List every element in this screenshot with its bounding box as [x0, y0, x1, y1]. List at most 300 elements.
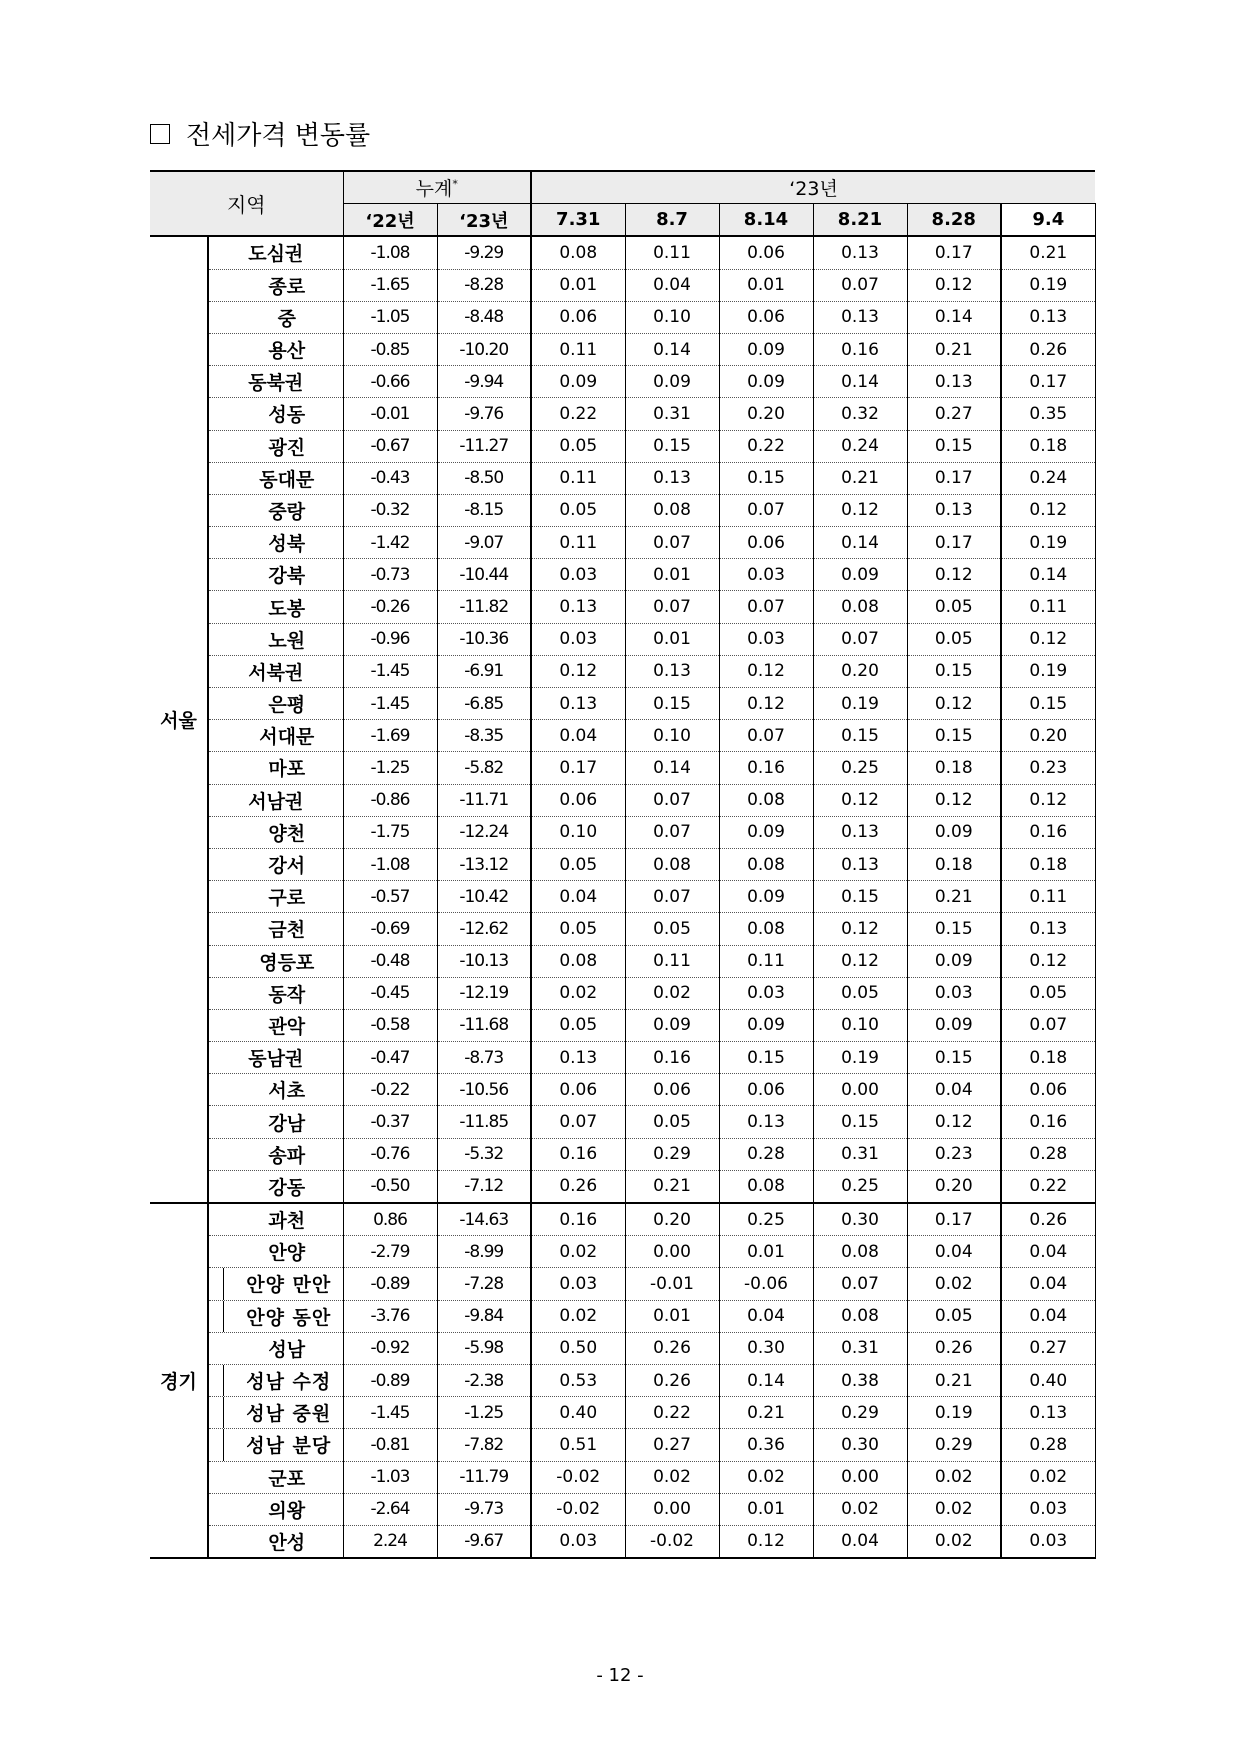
table-row — [150, 913, 1095, 945]
table-row — [150, 462, 1095, 494]
table-cell: -0.45 — [343, 977, 437, 1009]
table-cell: 0.12 — [907, 784, 1001, 816]
table-cell: 0.29 — [813, 1397, 907, 1429]
table-cell: 0.21 — [907, 1364, 1001, 1396]
table-cell: 0.06 — [531, 301, 625, 333]
table-cell: 0.04 — [1001, 1268, 1095, 1300]
table-cell: 0.11 — [719, 945, 813, 977]
district-name: 안양 — [208, 1236, 343, 1268]
table-cell: 0.14 — [625, 752, 719, 784]
table-cell: 0.04 — [813, 1525, 907, 1558]
table-cell: 0.04 — [625, 269, 719, 301]
table-cell: -7.28 — [437, 1268, 531, 1300]
table-cell: 0.07 — [719, 591, 813, 623]
table-cell: 0.14 — [625, 333, 719, 365]
table-cell: 0.07 — [625, 816, 719, 848]
table-cell: -0.43 — [343, 462, 437, 494]
table-cell: 0.01 — [531, 269, 625, 301]
table-cell: 0.12 — [907, 269, 1001, 301]
table-cell: 0.23 — [1001, 752, 1095, 784]
table-cell: 0.02 — [1001, 1461, 1095, 1493]
table-cell: 0.04 — [907, 1074, 1001, 1106]
header-week-0821: 8.21 — [813, 204, 907, 237]
table-cell: 0.04 — [907, 1236, 1001, 1268]
table-cell: -10.36 — [437, 623, 531, 655]
table-cell: 0.02 — [531, 1236, 625, 1268]
table-cell: 0.00 — [813, 1461, 907, 1493]
table-cell: 0.05 — [531, 913, 625, 945]
table-cell: 0.18 — [1001, 848, 1095, 880]
district-name: 안양 만안 — [208, 1268, 343, 1300]
table-cell: -1.25 — [343, 752, 437, 784]
table-row — [150, 1138, 1095, 1170]
table-cell: 0.15 — [719, 462, 813, 494]
table-cell: 0.21 — [1001, 236, 1095, 269]
table-row — [150, 1042, 1095, 1074]
table-cell: -11.68 — [437, 1009, 531, 1041]
table-row — [150, 816, 1095, 848]
table-cell: -0.48 — [343, 945, 437, 977]
table-cell: 0.24 — [1001, 462, 1095, 494]
table-cell: 0.02 — [813, 1493, 907, 1525]
table-cell: 0.15 — [813, 1106, 907, 1138]
table-cell: 0.01 — [625, 559, 719, 591]
table-cell: -2.64 — [343, 1493, 437, 1525]
table-cell: -12.24 — [437, 816, 531, 848]
table-row — [150, 784, 1095, 816]
table-cell: 0.12 — [907, 1106, 1001, 1138]
table-cell: 0.29 — [907, 1429, 1001, 1461]
table-cell: 0.21 — [907, 333, 1001, 365]
table-cell: 0.05 — [907, 591, 1001, 623]
header-week-0814: 8.14 — [719, 204, 813, 237]
table-cell: 0.28 — [719, 1138, 813, 1170]
table-cell: -0.50 — [343, 1170, 437, 1203]
table-cell: 0.16 — [625, 1042, 719, 1074]
table-row — [150, 623, 1095, 655]
table-cell: 0.22 — [719, 430, 813, 462]
table-cell: 0.03 — [1001, 1525, 1095, 1558]
page-number: - 12 - — [596, 1665, 644, 1686]
table-cell: 0.02 — [531, 1300, 625, 1332]
table-row — [150, 1236, 1095, 1268]
table-cell: -0.02 — [625, 1525, 719, 1558]
district-name: 성남 수정 — [208, 1364, 343, 1396]
table-cell: 0.05 — [531, 1009, 625, 1041]
table-cell: -5.82 — [437, 752, 531, 784]
table-row — [150, 591, 1095, 623]
table-cell: 0.05 — [1001, 977, 1095, 1009]
table-cell: 0.14 — [813, 527, 907, 559]
table-cell: 0.06 — [719, 1074, 813, 1106]
table-row — [150, 1397, 1095, 1429]
table-row — [150, 1170, 1095, 1203]
table-cell: -7.12 — [437, 1170, 531, 1203]
table-cell: -0.85 — [343, 333, 437, 365]
table-cell: -2.79 — [343, 1236, 437, 1268]
table-cell: 0.07 — [719, 720, 813, 752]
district-name: 양천 — [208, 816, 343, 848]
table-cell: -1.45 — [343, 688, 437, 720]
table-cell: 0.08 — [813, 1300, 907, 1332]
table-cell: 0.12 — [719, 1525, 813, 1558]
header-cum-2022: ‘22년 — [343, 204, 437, 237]
table-cell: 0.15 — [1001, 688, 1095, 720]
table-cell: 0.12 — [719, 655, 813, 687]
table-cell: 0.21 — [813, 462, 907, 494]
table-cell: 0.07 — [625, 591, 719, 623]
table-cell: 0.18 — [907, 848, 1001, 880]
table-cell: 0.12 — [813, 494, 907, 526]
table-cell: 0.02 — [719, 1461, 813, 1493]
table-cell: 0.08 — [531, 236, 625, 269]
table-cell: 0.13 — [813, 301, 907, 333]
table-cell: 0.03 — [531, 1525, 625, 1558]
table-cell: 0.16 — [1001, 816, 1095, 848]
table-cell: 0.04 — [531, 720, 625, 752]
district-name: 송파 — [208, 1138, 343, 1170]
table-cell: 0.12 — [1001, 623, 1095, 655]
table-cell: 0.28 — [1001, 1429, 1095, 1461]
table-cell: 0.02 — [625, 1461, 719, 1493]
table-cell: -13.12 — [437, 848, 531, 880]
jeonse-price-change-table — [150, 170, 1096, 1559]
table-cell: -9.76 — [437, 398, 531, 430]
table-cell: 0.17 — [907, 527, 1001, 559]
table-cell: 0.01 — [625, 623, 719, 655]
table-cell: -1.25 — [437, 1397, 531, 1429]
table-cell: -1.75 — [343, 816, 437, 848]
table-cell: 0.22 — [625, 1397, 719, 1429]
table-cell: -0.92 — [343, 1332, 437, 1364]
table-cell: -0.57 — [343, 881, 437, 913]
table-cell: 0.11 — [625, 945, 719, 977]
table-cell: -6.91 — [437, 655, 531, 687]
table-cell: 0.15 — [907, 1042, 1001, 1074]
table-cell: 0.19 — [813, 688, 907, 720]
table-cell: 0.08 — [813, 1236, 907, 1268]
table-cell: -0.86 — [343, 784, 437, 816]
table-cell: -11.82 — [437, 591, 531, 623]
table-cell: -0.67 — [343, 430, 437, 462]
table-cell: 0.07 — [719, 494, 813, 526]
table-cell: -1.08 — [343, 848, 437, 880]
table-cell: 0.10 — [813, 1009, 907, 1041]
table-cell: 0.06 — [719, 301, 813, 333]
table-cell: 0.18 — [1001, 1042, 1095, 1074]
table-cell: 0.05 — [907, 1300, 1001, 1332]
table-cell: 0.22 — [1001, 1170, 1095, 1203]
table-cell: 0.20 — [907, 1170, 1001, 1203]
district-name: 도봉 — [208, 591, 343, 623]
table-cell: 0.05 — [625, 1106, 719, 1138]
table-cell: -1.45 — [343, 655, 437, 687]
table-cell: -11.79 — [437, 1461, 531, 1493]
district-name: 노원 — [208, 623, 343, 655]
table-row — [150, 1074, 1095, 1106]
table-cell: 0.11 — [531, 527, 625, 559]
table-cell: 0.26 — [625, 1364, 719, 1396]
table-cell: 0.01 — [719, 269, 813, 301]
table-cell: -7.82 — [437, 1429, 531, 1461]
district-name: 중랑 — [208, 494, 343, 526]
table-cell: 0.26 — [1001, 333, 1095, 365]
table-cell: 0.26 — [531, 1170, 625, 1203]
region-label: 경기 — [150, 1203, 208, 1558]
table-cell: 0.27 — [1001, 1332, 1095, 1364]
table-row — [150, 301, 1095, 333]
table-cell: 0.21 — [719, 1397, 813, 1429]
table-cell: -0.06 — [719, 1268, 813, 1300]
table-cell: 0.13 — [1001, 301, 1095, 333]
table-row — [150, 559, 1095, 591]
table-cell: 0.19 — [1001, 269, 1095, 301]
table-cell: -0.81 — [343, 1429, 437, 1461]
table-cell: 0.09 — [813, 559, 907, 591]
district-name: 성남 — [208, 1332, 343, 1364]
table-cell: 0.23 — [907, 1138, 1001, 1170]
district-name: 구로 — [208, 881, 343, 913]
table-cell: 0.13 — [813, 236, 907, 269]
table-cell: -14.63 — [437, 1203, 531, 1236]
header-cumulative: 누계* — [343, 171, 531, 204]
table-cell: 0.07 — [1001, 1009, 1095, 1041]
table-cell: -3.76 — [343, 1300, 437, 1332]
table-cell: -0.01 — [343, 398, 437, 430]
table-cell: 0.26 — [625, 1332, 719, 1364]
table-cell: -0.26 — [343, 591, 437, 623]
table-cell: -1.69 — [343, 720, 437, 752]
table-cell: -0.76 — [343, 1138, 437, 1170]
table-cell: 0.20 — [625, 1203, 719, 1236]
table-cell: -12.62 — [437, 913, 531, 945]
table-cell: 0.09 — [907, 945, 1001, 977]
table-row — [150, 1203, 1095, 1236]
table-cell: 0.04 — [1001, 1236, 1095, 1268]
table-cell: 0.14 — [719, 1364, 813, 1396]
district-name: 은평 — [208, 688, 343, 720]
table-cell: 0.15 — [907, 720, 1001, 752]
header-week-0904: 9.4 — [1001, 204, 1095, 237]
table-cell: 0.40 — [531, 1397, 625, 1429]
table-cell: 0.31 — [813, 1138, 907, 1170]
table-row — [150, 527, 1095, 559]
table-cell: 0.19 — [1001, 527, 1095, 559]
district-name: 성남 중원 — [208, 1397, 343, 1429]
table-cell: -1.42 — [343, 527, 437, 559]
table-cell: -0.73 — [343, 559, 437, 591]
table-cell: 0.38 — [813, 1364, 907, 1396]
table-cell: -9.07 — [437, 527, 531, 559]
table-cell: 0.12 — [531, 655, 625, 687]
table-cell: -9.73 — [437, 1493, 531, 1525]
table-cell: 0.05 — [907, 623, 1001, 655]
district-name: 종로 — [208, 269, 343, 301]
header-week-0807: 8.7 — [625, 204, 719, 237]
table-cell: 0.14 — [907, 301, 1001, 333]
table-cell: 0.02 — [907, 1525, 1001, 1558]
table-cell: -11.27 — [437, 430, 531, 462]
district-name: 강북 — [208, 559, 343, 591]
table-cell: 0.25 — [813, 752, 907, 784]
table-cell: 0.05 — [531, 848, 625, 880]
table-cell: -9.84 — [437, 1300, 531, 1332]
table-cell: 0.11 — [1001, 591, 1095, 623]
table-cell: 0.28 — [1001, 1138, 1095, 1170]
district-name: 광진 — [208, 430, 343, 462]
district-name: 서초 — [208, 1074, 343, 1106]
table-row — [150, 398, 1095, 430]
table-row — [150, 1493, 1095, 1525]
table-cell: 0.08 — [719, 784, 813, 816]
header-cum-2023: ‘23년 — [437, 204, 531, 237]
table-cell: -0.37 — [343, 1106, 437, 1138]
table-cell: 0.27 — [907, 398, 1001, 430]
table-cell: 0.18 — [1001, 430, 1095, 462]
district-name: 군포 — [208, 1461, 343, 1493]
table-cell: 0.09 — [907, 1009, 1001, 1041]
table-cell: 0.11 — [531, 462, 625, 494]
table-row — [150, 494, 1095, 526]
district-name: 금천 — [208, 913, 343, 945]
table-cell: 0.17 — [907, 236, 1001, 269]
table-cell: 0.13 — [813, 848, 907, 880]
table-cell: 0.30 — [813, 1429, 907, 1461]
table-cell: 0.13 — [907, 366, 1001, 398]
district-name: 동북권 — [208, 366, 343, 398]
district-name: 마포 — [208, 752, 343, 784]
table-cell: 0.09 — [719, 816, 813, 848]
table-cell: 0.03 — [719, 977, 813, 1009]
table-cell: 0.25 — [719, 1203, 813, 1236]
table-cell: 0.50 — [531, 1332, 625, 1364]
table-row — [150, 1009, 1095, 1041]
table-cell: -12.19 — [437, 977, 531, 1009]
district-name: 관악 — [208, 1009, 343, 1041]
table-cell: -2.38 — [437, 1364, 531, 1396]
table-cell: 0.09 — [625, 366, 719, 398]
table-cell: -5.32 — [437, 1138, 531, 1170]
table-cell: 0.07 — [813, 1268, 907, 1300]
table-cell: 0.25 — [813, 1170, 907, 1203]
table-row — [150, 1429, 1095, 1461]
table-cell: -10.20 — [437, 333, 531, 365]
table-cell: 0.02 — [625, 977, 719, 1009]
table-cell: 0.12 — [1001, 494, 1095, 526]
district-name: 도심권 — [208, 236, 343, 269]
table-cell: 0.08 — [719, 913, 813, 945]
table-cell: -1.45 — [343, 1397, 437, 1429]
table-cell: 0.12 — [907, 688, 1001, 720]
table-cell: 0.07 — [625, 784, 719, 816]
table-cell: 0.40 — [1001, 1364, 1095, 1396]
table-cell: 0.27 — [625, 1429, 719, 1461]
table-cell: 0.09 — [531, 366, 625, 398]
table-cell: 0.17 — [907, 462, 1001, 494]
table-row — [150, 977, 1095, 1009]
section-title — [150, 115, 370, 152]
table-cell: 0.17 — [907, 1203, 1001, 1236]
table-cell: -8.48 — [437, 301, 531, 333]
district-name: 동대문 — [208, 462, 343, 494]
table-cell: 0.05 — [531, 430, 625, 462]
table-cell: 0.02 — [531, 977, 625, 1009]
table-cell: 0.15 — [907, 913, 1001, 945]
table-cell: 0.09 — [907, 816, 1001, 848]
table-cell: 0.13 — [531, 591, 625, 623]
table-cell: 0.00 — [625, 1493, 719, 1525]
table-cell: 0.24 — [813, 430, 907, 462]
table-row — [150, 1332, 1095, 1364]
table-cell: 0.04 — [531, 881, 625, 913]
table-cell: -8.50 — [437, 462, 531, 494]
table-cell: -0.02 — [531, 1493, 625, 1525]
table-cell: -8.15 — [437, 494, 531, 526]
district-name: 동작 — [208, 977, 343, 1009]
table-cell: 0.32 — [813, 398, 907, 430]
table-cell: 0.06 — [719, 527, 813, 559]
district-name: 서대문 — [208, 720, 343, 752]
table-cell: 0.03 — [1001, 1493, 1095, 1525]
district-name: 강남 — [208, 1106, 343, 1138]
table-cell: -0.89 — [343, 1268, 437, 1300]
table-cell: 0.10 — [625, 720, 719, 752]
table-cell: -6.85 — [437, 688, 531, 720]
district-name: 서북권 — [208, 655, 343, 687]
header-week-0731: 7.31 — [531, 204, 625, 237]
table-cell: -10.13 — [437, 945, 531, 977]
table-cell: 0.06 — [1001, 1074, 1095, 1106]
header-week-0828: 8.28 — [907, 204, 1001, 237]
table-cell: 0.20 — [813, 655, 907, 687]
table-cell: 0.06 — [531, 1074, 625, 1106]
table-cell: 0.06 — [625, 1074, 719, 1106]
table-cell: -0.89 — [343, 1364, 437, 1396]
table-cell: 0.17 — [531, 752, 625, 784]
table-cell: 0.13 — [813, 816, 907, 848]
table-cell: 0.10 — [531, 816, 625, 848]
table-cell: 0.07 — [813, 623, 907, 655]
table-cell: 0.13 — [625, 462, 719, 494]
table-cell: 0.16 — [531, 1138, 625, 1170]
table-cell: 0.05 — [625, 913, 719, 945]
table-cell: 0.03 — [531, 559, 625, 591]
table-cell: 0.13 — [1001, 913, 1095, 945]
table-cell: 0.18 — [907, 752, 1001, 784]
table-cell: -0.02 — [531, 1461, 625, 1493]
table-cell: 0.15 — [813, 720, 907, 752]
table-cell: -11.71 — [437, 784, 531, 816]
table-cell: 0.19 — [813, 1042, 907, 1074]
table-cell: -0.96 — [343, 623, 437, 655]
district-name: 의왕 — [208, 1493, 343, 1525]
table-cell: -8.28 — [437, 269, 531, 301]
checkbox-icon — [150, 124, 170, 144]
table-cell: 0.07 — [625, 881, 719, 913]
table-cell: 0.16 — [531, 1203, 625, 1236]
table-cell: 0.36 — [719, 1429, 813, 1461]
table-row — [150, 366, 1095, 398]
district-name: 성동 — [208, 398, 343, 430]
table-cell: 0.01 — [625, 1300, 719, 1332]
table-cell: 0.13 — [531, 1042, 625, 1074]
table-cell: 0.31 — [813, 1332, 907, 1364]
table-cell: 0.16 — [1001, 1106, 1095, 1138]
header-region: 지역 — [150, 171, 343, 236]
table-row — [150, 945, 1095, 977]
table-cell: 0.12 — [813, 913, 907, 945]
table-cell: 0.08 — [719, 1170, 813, 1203]
